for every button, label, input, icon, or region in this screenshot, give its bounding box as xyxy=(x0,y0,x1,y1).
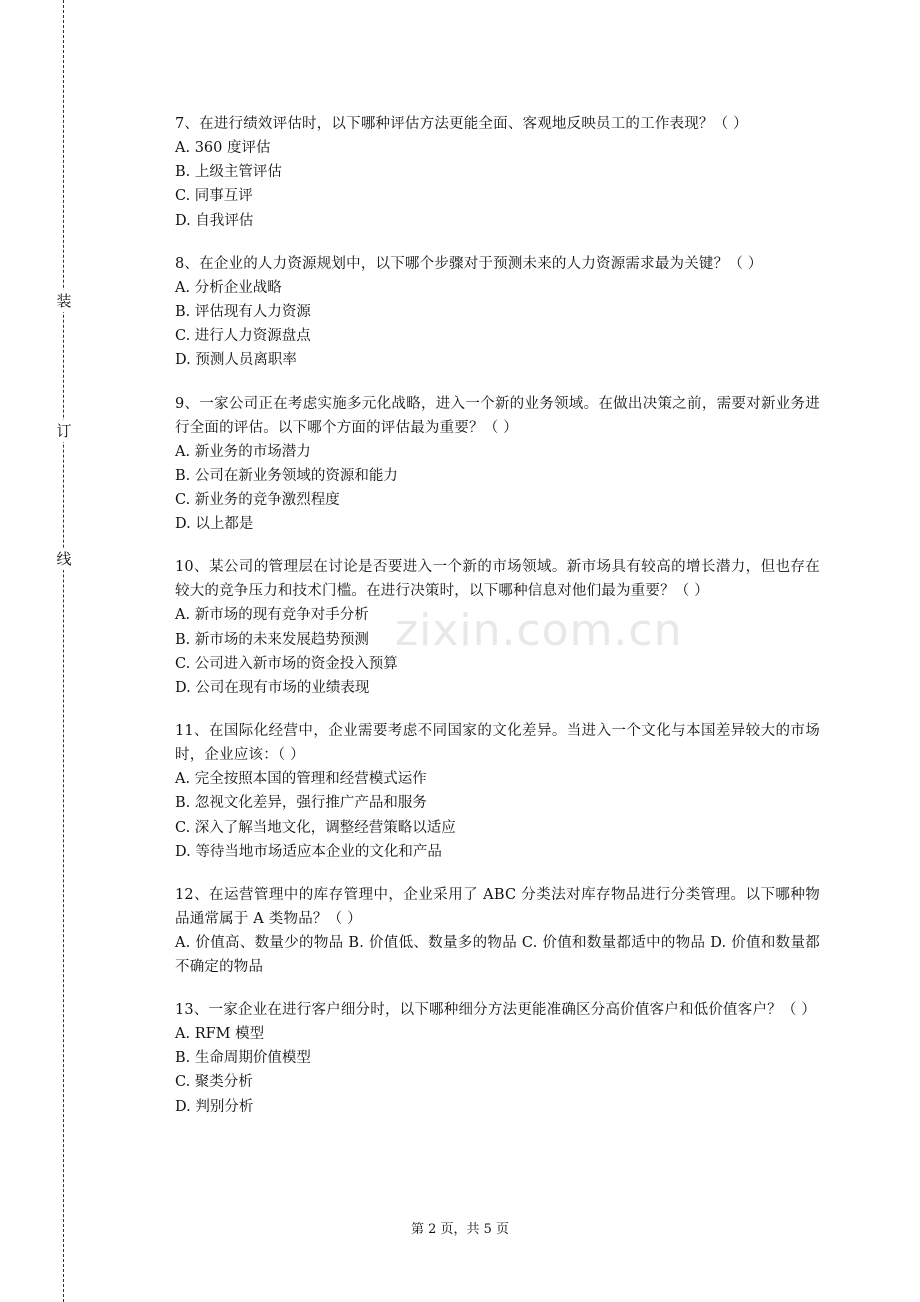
question-text: 11、在国际化经营中，企业需要考虑不同国家的文化差异。当进入一个文化与本国差异较大的市场时，企业应该：（ ） xyxy=(175,723,820,764)
question-10 xyxy=(175,555,820,700)
option-a: A. 分析企业战略 xyxy=(175,279,282,296)
option-a: A. 新市场的现有竞争对手分析 xyxy=(175,607,369,624)
page-number: 第 2 页，共 5 页 xyxy=(410,1222,510,1237)
option-b: B. 评估现有人力资源 xyxy=(175,304,311,321)
option-c: C. 进行人力资源盘点 xyxy=(175,328,311,345)
option-b: B. 公司在新业务领域的资源和能力 xyxy=(175,467,398,484)
question-13 xyxy=(175,998,820,1119)
question-12 xyxy=(175,883,820,979)
option-c: C. 聚类分析 xyxy=(175,1074,253,1091)
option-d: D. 公司在现有市场的业绩表现 xyxy=(175,680,370,697)
binding-char-xian: 线 xyxy=(53,548,75,570)
question-9 xyxy=(175,392,820,537)
option-d: D. 以上都是 xyxy=(175,516,254,533)
option-b: B. 上级主管评估 xyxy=(175,164,282,181)
option-a: A. 完全按照本国的管理和经营模式运作 xyxy=(175,771,427,788)
question-list xyxy=(175,112,820,1138)
question-text: 8、在企业的人力资源规划中，以下哪个步骤对于预测未来的人力资源需求最为关键？（ ） xyxy=(175,255,763,272)
option-d: D. 预测人员离职率 xyxy=(175,352,297,369)
option-d: D. 等待当地市场适应本企业的文化和产品 xyxy=(175,843,442,860)
option-a: A. 360 度评估 xyxy=(175,140,271,156)
question-8 xyxy=(175,252,820,373)
option-b: B. 忽视文化差异，强行推广产品和服务 xyxy=(175,795,427,812)
question-text: 13、一家企业在进行客户细分时，以下哪种细分方法更能准确区分高价值客户和低价值客户？（ ） xyxy=(175,1002,817,1019)
option-c: C. 深入了解当地文化，调整经营策略以适应 xyxy=(175,819,456,836)
question-text: 12、在运营管理中的库存管理中，企业采用了 ABC 分类法对库存物品进行分类管理。以下哪种物品通常属于 A 类物品？（ ） xyxy=(175,887,820,928)
option-d: D. 自我评估 xyxy=(175,212,254,229)
question-text: 7、在进行绩效评估时，以下哪种评估方法更能全面、客观地反映员工的工作表现？（ ） xyxy=(175,116,748,132)
binding-dashed-line xyxy=(63,0,64,1302)
question-text: 9、一家公司正在考虑实施多元化战略，进入一个新的业务领域。在做出决策之前，需要对新业务进行全面的评估。以下哪个方面的评估最为重要？（ ） xyxy=(175,395,820,436)
option-a: A. 新业务的市场潜力 xyxy=(175,443,311,460)
watermark: zixin.com.cn xyxy=(395,605,683,656)
question-text: 10、某公司的管理层在讨论是否要进入一个新的市场领域。新市场具有较高的增长潜力，但也存在较大的竞争压力和技术门槛。在进行决策时，以下哪种信息对他们最为重要？（ ） xyxy=(175,559,820,600)
option-inline-group: A. 价值高、数量少的物品 B. 价值低、数量多的物品 C. 价值和数量都适中的物品 D. 价值和数量都不确定的物品 xyxy=(175,935,820,976)
binding-char-ding: 订 xyxy=(53,420,75,442)
option-a: A. RFM 模型 xyxy=(175,1026,265,1043)
option-c: C. 同事互评 xyxy=(175,188,253,205)
question-7 xyxy=(175,112,820,233)
binding-char-zhuang: 装 xyxy=(53,290,75,312)
option-d: D. 判别分析 xyxy=(175,1098,254,1115)
option-c: C. 公司进入新市场的资金投入预算 xyxy=(175,655,398,672)
question-11 xyxy=(175,719,820,864)
option-b: B. 生命周期价值模型 xyxy=(175,1050,311,1067)
option-b: B. 新市场的未来发展趋势预测 xyxy=(175,631,369,648)
option-c: C. 新业务的竞争激烈程度 xyxy=(175,492,340,509)
